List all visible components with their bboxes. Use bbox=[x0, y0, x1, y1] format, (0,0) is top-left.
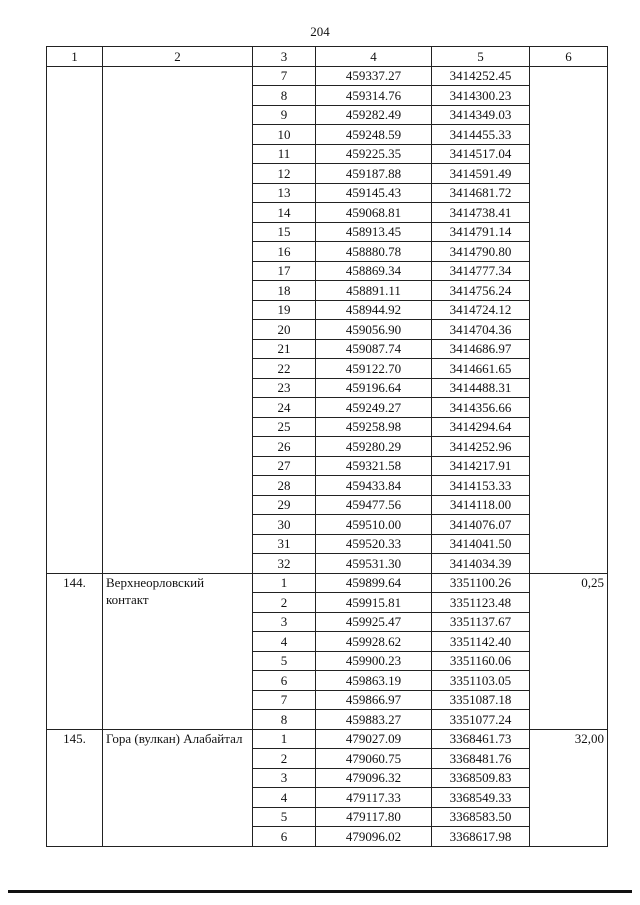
object-name: Верхнеорловский контакт bbox=[103, 573, 253, 729]
coordinate-x: 459248.59 bbox=[316, 125, 432, 145]
object-area: 0,25 bbox=[530, 573, 608, 729]
coordinate-y: 3414252.45 bbox=[432, 66, 530, 86]
coordinate-y: 3351077.24 bbox=[432, 710, 530, 730]
coordinate-y: 3414686.97 bbox=[432, 339, 530, 359]
point-number: 3 bbox=[253, 612, 316, 632]
coordinate-y: 3368461.73 bbox=[432, 729, 530, 749]
point-number: 20 bbox=[253, 320, 316, 340]
coordinate-y: 3414455.33 bbox=[432, 125, 530, 145]
coordinate-y: 3414591.49 bbox=[432, 164, 530, 184]
table-row bbox=[47, 573, 608, 593]
coordinate-x: 459258.98 bbox=[316, 417, 432, 437]
coordinate-x: 479096.02 bbox=[316, 827, 432, 847]
bottom-rule bbox=[8, 890, 632, 893]
coordinate-y: 3351137.67 bbox=[432, 612, 530, 632]
coordinate-y: 3414517.04 bbox=[432, 144, 530, 164]
coordinate-x: 459282.49 bbox=[316, 105, 432, 125]
coordinate-y: 3414349.03 bbox=[432, 105, 530, 125]
coordinate-x: 458913.45 bbox=[316, 222, 432, 242]
coordinate-y: 3351160.06 bbox=[432, 651, 530, 671]
point-number: 1 bbox=[253, 573, 316, 593]
coordinate-y: 3414681.72 bbox=[432, 183, 530, 203]
coordinate-x: 459899.64 bbox=[316, 573, 432, 593]
coordinate-x: 459433.84 bbox=[316, 476, 432, 496]
object-number: 145. bbox=[47, 729, 103, 846]
coordinate-y: 3414738.41 bbox=[432, 203, 530, 223]
coordinate-x: 459337.27 bbox=[316, 66, 432, 86]
point-number: 11 bbox=[253, 144, 316, 164]
point-number: 26 bbox=[253, 437, 316, 457]
coordinate-y: 3351142.40 bbox=[432, 632, 530, 652]
coordinate-x: 459087.74 bbox=[316, 339, 432, 359]
coordinate-x: 459520.33 bbox=[316, 534, 432, 554]
coordinate-x: 459477.56 bbox=[316, 495, 432, 515]
point-number: 21 bbox=[253, 339, 316, 359]
coordinate-y: 3414704.36 bbox=[432, 320, 530, 340]
table-row bbox=[47, 66, 608, 86]
point-number: 28 bbox=[253, 476, 316, 496]
point-number: 32 bbox=[253, 554, 316, 574]
coordinate-x: 458891.11 bbox=[316, 281, 432, 301]
coordinate-x: 459314.76 bbox=[316, 86, 432, 106]
point-number: 31 bbox=[253, 534, 316, 554]
header-col-2: 2 bbox=[103, 47, 253, 67]
coordinate-y: 3414724.12 bbox=[432, 300, 530, 320]
point-number: 24 bbox=[253, 398, 316, 418]
coordinate-x: 459883.27 bbox=[316, 710, 432, 730]
coordinate-x: 459863.19 bbox=[316, 671, 432, 691]
point-number: 23 bbox=[253, 378, 316, 398]
coordinate-y: 3414488.31 bbox=[432, 378, 530, 398]
point-number: 17 bbox=[253, 261, 316, 281]
coordinate-y: 3414252.96 bbox=[432, 437, 530, 457]
point-number: 25 bbox=[253, 417, 316, 437]
coordinate-y: 3414076.07 bbox=[432, 515, 530, 535]
header-col-5: 5 bbox=[432, 47, 530, 67]
point-number: 19 bbox=[253, 300, 316, 320]
coordinate-x: 459510.00 bbox=[316, 515, 432, 535]
coordinate-x: 459187.88 bbox=[316, 164, 432, 184]
coordinate-x: 459056.90 bbox=[316, 320, 432, 340]
point-number: 4 bbox=[253, 788, 316, 808]
coordinate-y: 3414756.24 bbox=[432, 281, 530, 301]
coordinate-x: 458944.92 bbox=[316, 300, 432, 320]
coordinate-y: 3351087.18 bbox=[432, 690, 530, 710]
coordinate-x: 459321.58 bbox=[316, 456, 432, 476]
coordinate-x: 479027.09 bbox=[316, 729, 432, 749]
point-number: 7 bbox=[253, 66, 316, 86]
object-name: Гора (вулкан) Алабайтал bbox=[103, 729, 253, 846]
coordinate-y: 3414300.23 bbox=[432, 86, 530, 106]
object-number: 144. bbox=[47, 573, 103, 729]
coordinate-y: 3414790.80 bbox=[432, 242, 530, 262]
coordinate-y: 3368549.33 bbox=[432, 788, 530, 808]
coordinate-x: 479096.32 bbox=[316, 768, 432, 788]
coordinate-x: 479117.80 bbox=[316, 807, 432, 827]
point-number: 8 bbox=[253, 710, 316, 730]
point-number: 30 bbox=[253, 515, 316, 535]
coordinate-x: 459900.23 bbox=[316, 651, 432, 671]
coordinate-y: 3414041.50 bbox=[432, 534, 530, 554]
coordinate-y: 3414217.91 bbox=[432, 456, 530, 476]
header-col-6: 6 bbox=[530, 47, 608, 67]
coordinate-x: 459531.30 bbox=[316, 554, 432, 574]
coordinate-x: 458869.34 bbox=[316, 261, 432, 281]
object-name bbox=[103, 66, 253, 573]
object-area bbox=[530, 66, 608, 573]
point-number: 12 bbox=[253, 164, 316, 184]
coordinate-x: 459866.97 bbox=[316, 690, 432, 710]
coordinate-x: 459915.81 bbox=[316, 593, 432, 613]
coordinate-x: 458880.78 bbox=[316, 242, 432, 262]
point-number: 6 bbox=[253, 827, 316, 847]
coordinate-x: 479060.75 bbox=[316, 749, 432, 769]
point-number: 1 bbox=[253, 729, 316, 749]
coordinate-x: 459225.35 bbox=[316, 144, 432, 164]
coordinate-y: 3414294.64 bbox=[432, 417, 530, 437]
coordinate-x: 459196.64 bbox=[316, 378, 432, 398]
coordinate-x: 459068.81 bbox=[316, 203, 432, 223]
coordinate-x: 459928.62 bbox=[316, 632, 432, 652]
header-row bbox=[47, 47, 608, 67]
point-number: 27 bbox=[253, 456, 316, 476]
point-number: 8 bbox=[253, 86, 316, 106]
coordinate-x: 479117.33 bbox=[316, 788, 432, 808]
point-number: 22 bbox=[253, 359, 316, 379]
coordinate-y: 3351103.05 bbox=[432, 671, 530, 691]
coordinate-x: 459249.27 bbox=[316, 398, 432, 418]
coordinate-y: 3414791.14 bbox=[432, 222, 530, 242]
point-number: 15 bbox=[253, 222, 316, 242]
coordinate-y: 3368481.76 bbox=[432, 749, 530, 769]
point-number: 5 bbox=[253, 807, 316, 827]
header-col-1: 1 bbox=[47, 47, 103, 67]
coordinates-table bbox=[46, 46, 608, 847]
point-number: 3 bbox=[253, 768, 316, 788]
point-number: 13 bbox=[253, 183, 316, 203]
coordinate-y: 3414777.34 bbox=[432, 261, 530, 281]
table-row bbox=[47, 729, 608, 749]
point-number: 9 bbox=[253, 105, 316, 125]
point-number: 18 bbox=[253, 281, 316, 301]
point-number: 2 bbox=[253, 749, 316, 769]
point-number: 7 bbox=[253, 690, 316, 710]
coordinate-y: 3368583.50 bbox=[432, 807, 530, 827]
point-number: 5 bbox=[253, 651, 316, 671]
coordinate-x: 459122.70 bbox=[316, 359, 432, 379]
coordinate-x: 459145.43 bbox=[316, 183, 432, 203]
coordinate-y: 3351123.48 bbox=[432, 593, 530, 613]
point-number: 16 bbox=[253, 242, 316, 262]
page-number: 204 bbox=[310, 24, 330, 39]
object-area: 32,00 bbox=[530, 729, 608, 846]
point-number: 6 bbox=[253, 671, 316, 691]
coordinate-y: 3414356.66 bbox=[432, 398, 530, 418]
point-number: 10 bbox=[253, 125, 316, 145]
header-col-4: 4 bbox=[316, 47, 432, 67]
point-number: 29 bbox=[253, 495, 316, 515]
point-number: 14 bbox=[253, 203, 316, 223]
coordinate-x: 459925.47 bbox=[316, 612, 432, 632]
object-number bbox=[47, 66, 103, 573]
coordinate-y: 3414034.39 bbox=[432, 554, 530, 574]
coordinate-x: 459280.29 bbox=[316, 437, 432, 457]
point-number: 2 bbox=[253, 593, 316, 613]
coordinate-y: 3368617.98 bbox=[432, 827, 530, 847]
coordinate-y: 3414118.00 bbox=[432, 495, 530, 515]
coordinate-y: 3414153.33 bbox=[432, 476, 530, 496]
header-col-3: 3 bbox=[253, 47, 316, 67]
coordinate-y: 3368509.83 bbox=[432, 768, 530, 788]
point-number: 4 bbox=[253, 632, 316, 652]
coordinate-y: 3414661.65 bbox=[432, 359, 530, 379]
table-body bbox=[47, 66, 608, 846]
coordinate-y: 3351100.26 bbox=[432, 573, 530, 593]
